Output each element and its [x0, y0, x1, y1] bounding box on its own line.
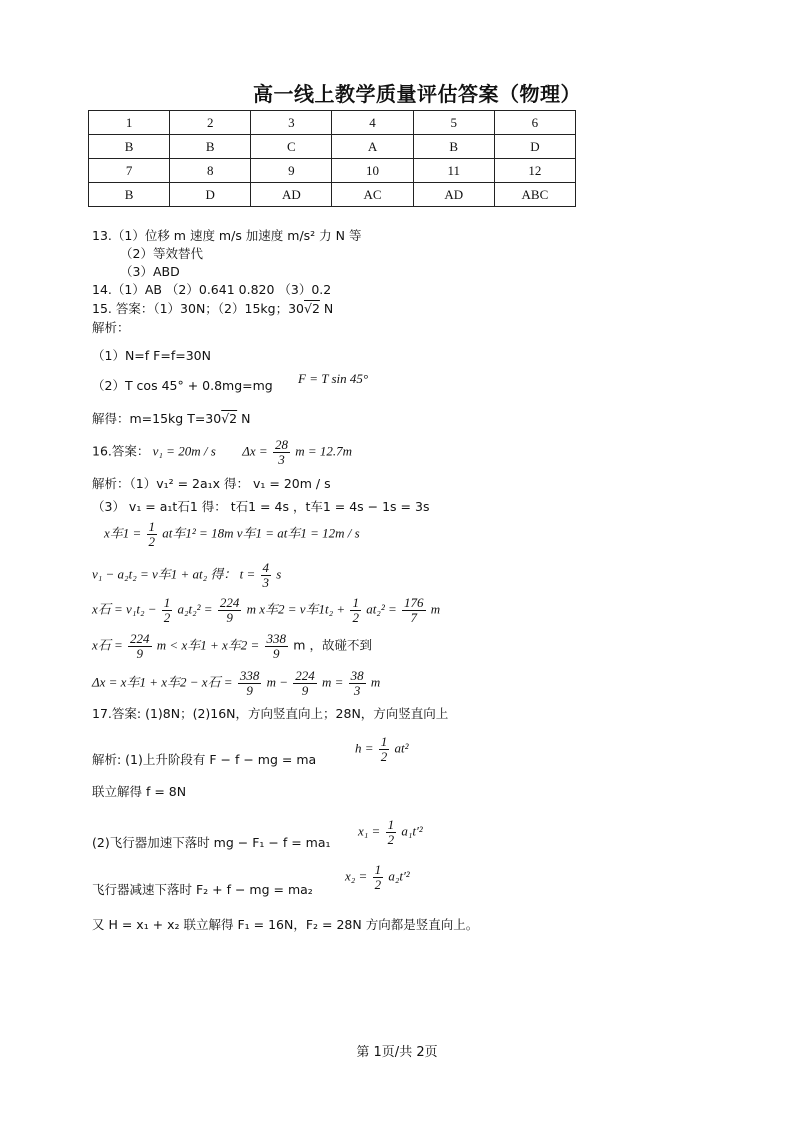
table-row	[89, 135, 576, 159]
q16-answer-dx: Δx =	[242, 443, 268, 459]
page-footer: 第 1页/共 2页	[356, 1045, 438, 1060]
q16-x-stone-mid: a₂t₂² =	[177, 601, 213, 617]
fraction-1-2: $\frac{1}{2}$	[387, 817, 395, 847]
table-cell: ABC	[494, 183, 575, 207]
table-cell: B	[413, 135, 494, 159]
q16-eq-t	[92, 561, 281, 590]
q17-a4: 飞行器减速下落时 F₂ + f − mg = ma₂	[92, 882, 313, 897]
fraction-224-9: $\frac{224}{9}$	[219, 595, 240, 625]
fraction-1-2: $\frac{1}{2}$	[148, 519, 156, 549]
q13-line1: 13.（1）位移 m 速度 m/s 加速度 m/s² 力 N 等	[92, 228, 362, 243]
q13-line3: （3）ABD	[120, 264, 180, 279]
table-row	[89, 159, 576, 183]
fraction-1-2: $\frac{1}{2}$	[163, 595, 171, 625]
fraction-224-9: $\frac{224}{9}$	[130, 631, 150, 661]
q16-dx: Δx = x车1 + x车2 − x石 = $\frac{338}{9}$ m − $\frac{224}{9}$ m = $\frac{38}{3}$ m	[92, 668, 381, 698]
q16-x-stone	[92, 596, 440, 625]
table-cell: C	[251, 135, 332, 159]
fraction-4-3: $\frac{4}{3}$	[262, 560, 270, 590]
table-cell: B	[89, 183, 170, 207]
q16-analysis-1: 解析：（1）v₁² = 2a₁x 得： v₁ = 20m / s	[92, 476, 331, 491]
fraction-338-9: $\frac{338}{9}$	[239, 668, 260, 698]
table-cell: 3	[251, 111, 332, 135]
q16-analysis-3: （3） v₁ = a₁t石1 得： t石1 = 4s ，t车1 = 4s − 1s = 3s	[92, 499, 430, 514]
q16-answer-v1: v₁ = 20m / s	[152, 443, 216, 459]
q15-solve-suffix: N	[241, 411, 251, 426]
q15-answer	[92, 299, 333, 317]
q16-dx-head: Δx = x车1 + x车2 − x石 =	[92, 674, 233, 690]
q16-x-car1-tail: at车1² = 18m v车1 = at车1 = 12m / s	[162, 525, 360, 541]
fraction-1-2: $\frac{1}{2}$	[352, 595, 359, 625]
table-cell: 1	[89, 111, 170, 135]
q15-analysis-label: 解析：	[92, 320, 130, 335]
q13-line2: （2）等效替代	[120, 246, 203, 261]
table-cell: 12	[494, 159, 575, 183]
fraction-28-3: $\frac{28}{3}$	[274, 437, 288, 467]
fraction-224-9: $\frac{224}{9}$	[295, 668, 315, 698]
q16-x-car1-head: x车1 =	[104, 525, 142, 541]
q16-answer	[92, 438, 352, 467]
sqrt-symbol: √2	[221, 411, 238, 426]
table-cell: AD	[413, 183, 494, 207]
q15-solve	[92, 409, 250, 427]
fraction-176-7: $\frac{176}{7}$	[404, 595, 424, 625]
q17-a4-aside: x₂ = $\frac{1}{2}$ a₂t′²	[345, 862, 410, 892]
q15-solve-prefix: 解得：m=15kg T=30	[92, 411, 222, 426]
q16-answer-label: 16.答案：	[92, 443, 150, 459]
table-row	[89, 111, 576, 135]
fraction-1-2: $\frac{1}{2}$	[374, 862, 382, 892]
q16-compare-tail: m ，故碰不到	[293, 637, 372, 653]
q15-answer-suffix: N	[323, 301, 334, 316]
table-cell: 9	[251, 159, 332, 183]
q16-compare	[92, 632, 372, 661]
q16-x-car1	[104, 520, 360, 549]
q17-a5: 又 H = x₁ + x₂ 联立解得 F₁ = 16N，F₂ = 28N 方向都是竖直向上。	[92, 917, 479, 932]
sqrt-symbol: √2	[304, 301, 320, 316]
table-cell: A	[332, 135, 413, 159]
table-cell: 4	[332, 111, 413, 135]
table-cell: 7	[89, 159, 170, 183]
q15-p1: （1）N=f F=f=30N	[92, 348, 211, 363]
q16-x-car2-tail: m	[430, 601, 441, 617]
q16-x-stone-head: x石 = v₁t₂ −	[92, 601, 157, 617]
q16-x-stone-tail: m x车2 = v车1t₂ +	[246, 601, 346, 617]
answer-table	[88, 110, 576, 207]
table-cell: AC	[332, 183, 413, 207]
table-cell: 10	[332, 159, 413, 183]
q15-p2-aside: F = T sin 45°	[298, 371, 369, 386]
q17-a1: 解析: (1)上升阶段有 F − f − mg = ma	[92, 752, 317, 767]
table-cell: 5	[413, 111, 494, 135]
q16-eq-t-tail: s	[276, 566, 282, 582]
q16-eq-t-head: v₁ − a₂t₂ = v车1 + at₂ 得： t =	[92, 566, 256, 582]
fraction-38-3: $\frac{38}{3}$	[350, 668, 364, 698]
table-cell: 11	[413, 159, 494, 183]
q17-a2: 联立解得 f = 8N	[92, 784, 187, 799]
q17-a3: (2)飞行器加速下落时 mg − F₁ − f = ma₁	[92, 835, 331, 850]
q17-a3-aside: x₁ = $\frac{1}{2}$ a₁t′²	[358, 817, 423, 847]
q16-dx-tail: m	[370, 674, 381, 690]
table-row	[89, 183, 576, 207]
table-cell: 2	[170, 111, 251, 135]
fraction-338-9: $\frac{338}{9}$	[266, 631, 287, 661]
q14-line1: 14.（1）AB （2）0.641 0.820 （3）0.2	[92, 282, 332, 297]
q16-x-car2-mid: at₂² =	[366, 601, 397, 617]
table-cell: D	[494, 135, 575, 159]
q17-a1-aside: h = $\frac{1}{2}$ at²	[355, 734, 409, 764]
table-cell: D	[170, 183, 251, 207]
q16-answer-dx-tail: m = 12.7m	[295, 443, 353, 459]
table-cell: AD	[251, 183, 332, 207]
table-cell: B	[170, 135, 251, 159]
table-cell: 6	[494, 111, 575, 135]
table-cell: 8	[170, 159, 251, 183]
q16-compare-mid: m < x车1 + x车2 =	[156, 637, 260, 653]
q15-p2: （2）T cos 45° + 0.8mg=mg	[92, 378, 273, 393]
fraction-1-2: $\frac{1}{2}$	[380, 734, 388, 764]
q15-answer-prefix: 15. 答案：（1）30N；（2）15kg；30	[92, 301, 304, 316]
page-title: 高一线上教学质量评估答案（物理）	[253, 82, 581, 106]
q16-compare-head: x石 =	[92, 637, 123, 653]
table-cell: B	[89, 135, 170, 159]
q17-answer: 17.答案: (1)8N；(2)16N，方向竖直向上；28N，方向竖直向上	[92, 706, 449, 721]
